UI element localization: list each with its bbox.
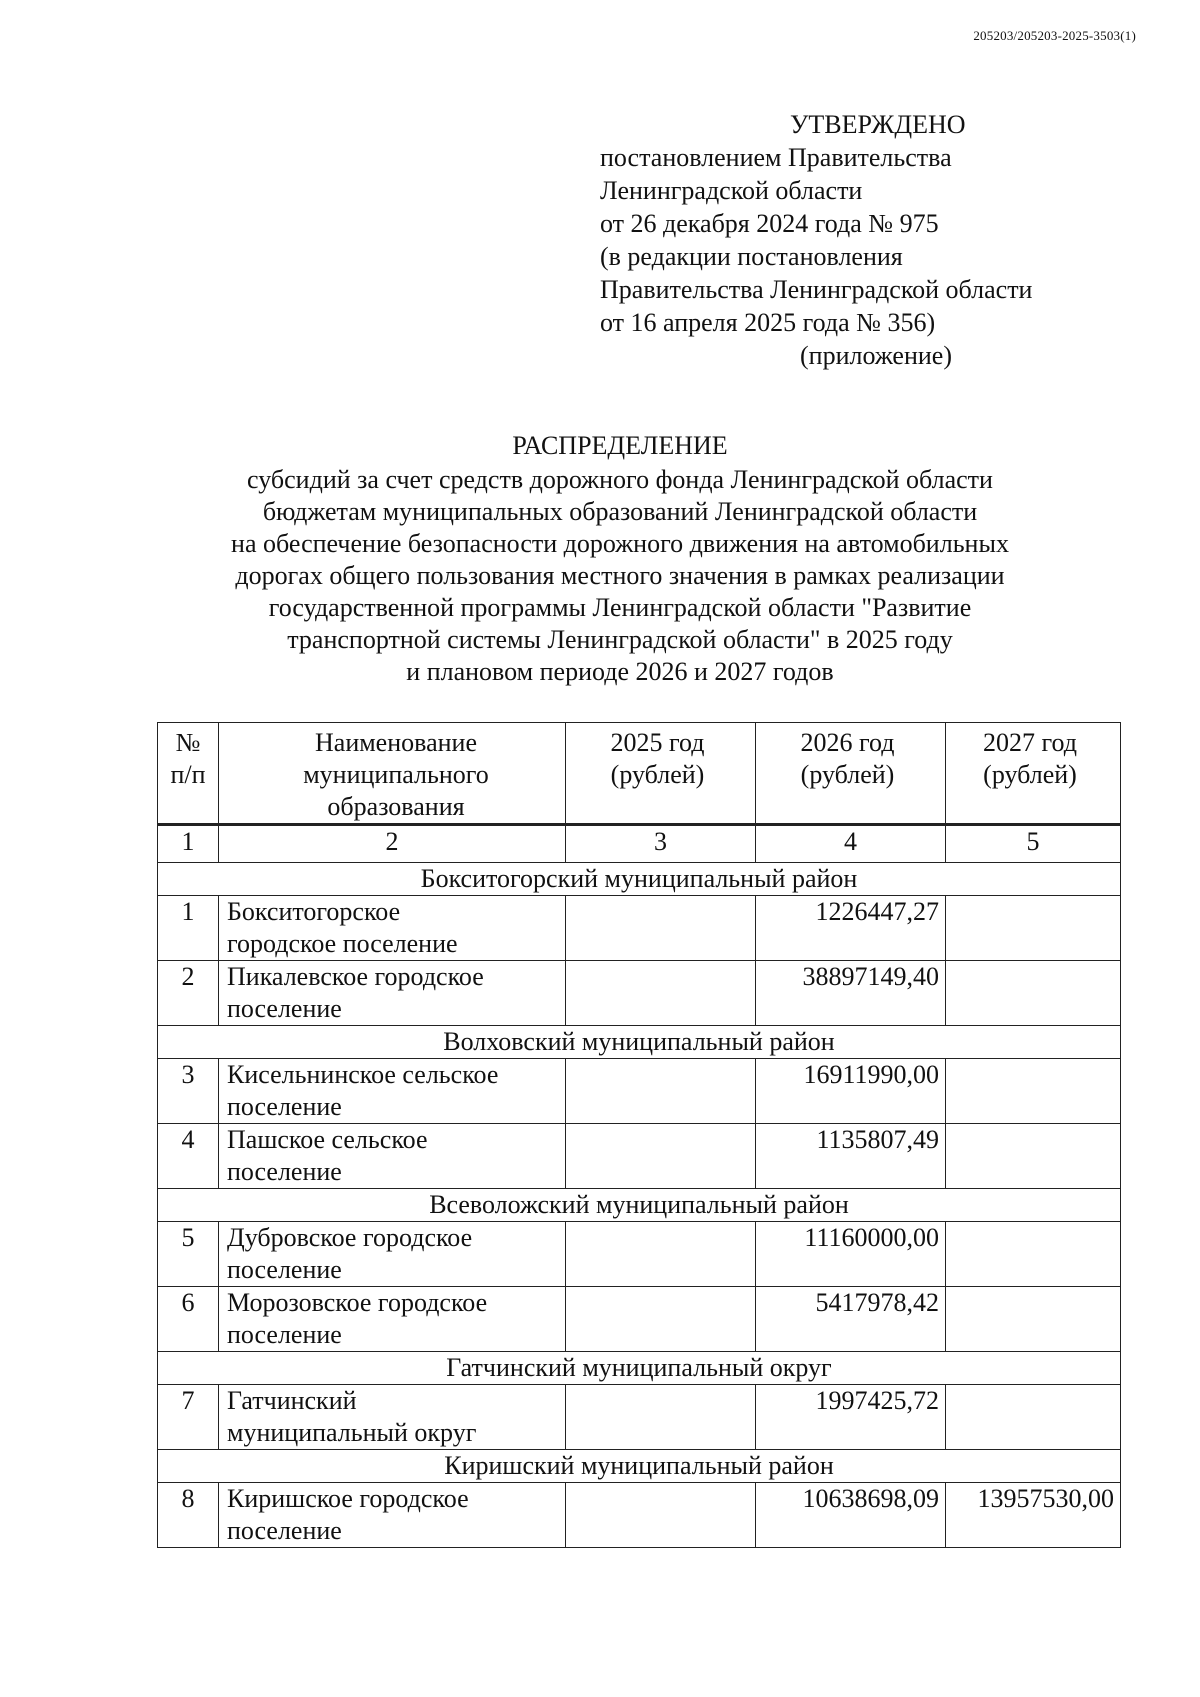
title-main: РАСПРЕДЕЛЕНИЕ <box>512 431 728 460</box>
municipality-name-line: поселение <box>227 1157 342 1186</box>
municipality-name-line: Киришское городское <box>227 1484 469 1513</box>
row-number: 7 <box>158 1385 219 1450</box>
row-number: 3 <box>158 1059 219 1124</box>
municipality-name <box>219 896 566 961</box>
approval-block <box>600 108 1120 372</box>
group-row <box>158 1026 1121 1059</box>
group-row <box>158 863 1121 896</box>
group-title: Бокситогорский муниципальный район <box>158 863 1121 896</box>
row-number: 5 <box>158 1222 219 1287</box>
table-row <box>158 1222 1121 1287</box>
municipality-name-line: городское поселение <box>227 929 458 958</box>
municipality-name <box>219 1124 566 1189</box>
document-title <box>140 430 1100 688</box>
group-title: Гатчинский муниципальный округ <box>158 1352 1121 1385</box>
header-text: (рублей) <box>610 760 705 789</box>
column-index: 5 <box>946 825 1121 863</box>
approval-line: Правительства Ленинградской области <box>600 275 1033 304</box>
header-num <box>158 723 219 825</box>
title-line: транспортной системы Ленинградской области" в 2025 году <box>287 625 953 654</box>
table-row <box>158 1124 1121 1189</box>
header-text: (рублей) <box>800 760 895 789</box>
amount-2025 <box>566 1059 756 1124</box>
title-line: дорогах общего пользования местного значения в рамках реализации <box>235 561 1005 590</box>
amount-2025 <box>566 896 756 961</box>
approval-appendix: (приложение) <box>800 341 953 370</box>
amount-2026: 38897149,40 <box>756 961 946 1026</box>
municipality-name-line: Дубровское городское <box>227 1223 473 1252</box>
header-2027 <box>946 723 1121 825</box>
municipality-name-line: Кисельнинское сельское <box>227 1060 499 1089</box>
group-title: Всеволожский муниципальный район <box>158 1189 1121 1222</box>
amount-2026: 1997425,72 <box>756 1385 946 1450</box>
amount-2026: 10638698,09 <box>756 1483 946 1548</box>
title-line: субсидий за счет средств дорожного фонда Ленинградской области <box>247 465 993 494</box>
title-line: бюджетам муниципальных образований Ленинградской области <box>262 497 978 526</box>
approval-line: (в редакции постановления <box>600 242 903 271</box>
table-row <box>158 1483 1121 1548</box>
row-number: 8 <box>158 1483 219 1548</box>
amount-2025 <box>566 961 756 1026</box>
municipality-name <box>219 1059 566 1124</box>
column-index: 3 <box>566 825 756 863</box>
municipality-name-line: поселение <box>227 1092 342 1121</box>
table-row <box>158 1287 1121 1352</box>
row-number: 6 <box>158 1287 219 1352</box>
header-2025 <box>566 723 756 825</box>
document-id: 205203/205203-2025-3503(1) <box>973 28 1136 43</box>
header-text: (рублей) <box>983 760 1077 789</box>
table-row <box>158 896 1121 961</box>
approval-line: от 26 декабря 2024 года № 975 <box>600 209 939 238</box>
municipality-name <box>219 1483 566 1548</box>
amount-2025 <box>566 1483 756 1548</box>
amount-2026: 1226447,27 <box>756 896 946 961</box>
header-text: муниципального <box>303 760 489 789</box>
header-text: образования <box>327 792 465 821</box>
table-row <box>158 1059 1121 1124</box>
title-line: на обеспечение безопасности дорожного движения на автомобильных <box>231 529 1009 558</box>
amount-2025 <box>566 1385 756 1450</box>
header-name <box>219 723 566 825</box>
header-text: п/п <box>170 760 206 789</box>
amount-2026: 1135807,49 <box>756 1124 946 1189</box>
amount-2027 <box>946 1059 1121 1124</box>
table-row <box>158 1385 1121 1450</box>
municipality-name-line: Гатчинский <box>227 1386 357 1415</box>
group-row <box>158 1352 1121 1385</box>
row-number: 4 <box>158 1124 219 1189</box>
approval-heading: УТВЕРЖДЕНО <box>790 110 966 139</box>
amount-2025 <box>566 1222 756 1287</box>
approval-line: от 16 апреля 2025 года № 356) <box>600 308 936 337</box>
row-number: 1 <box>158 896 219 961</box>
header-text: 2027 год <box>983 728 1077 757</box>
amount-2027 <box>946 961 1121 1026</box>
municipality-name-line: Бокситогорское <box>227 897 401 926</box>
municipality-name <box>219 1385 566 1450</box>
amount-2027 <box>946 1385 1121 1450</box>
municipality-name-line: Пашское сельское <box>227 1125 428 1154</box>
amount-2027 <box>946 1287 1121 1352</box>
amount-2026: 5417978,42 <box>756 1287 946 1352</box>
amount-2026: 16911990,00 <box>756 1059 946 1124</box>
column-index: 1 <box>158 825 219 863</box>
amount-2027 <box>946 1124 1121 1189</box>
municipality-name <box>219 1287 566 1352</box>
header-text: 2026 год <box>800 728 895 757</box>
table-header-row <box>158 723 1121 825</box>
group-row <box>158 1450 1121 1483</box>
municipality-name-line: муниципальный округ <box>227 1418 477 1447</box>
amount-2027 <box>946 896 1121 961</box>
column-index: 4 <box>756 825 946 863</box>
amount-2025 <box>566 1287 756 1352</box>
municipality-name <box>219 1222 566 1287</box>
municipality-name-line: поселение <box>227 1320 342 1349</box>
municipality-name <box>219 961 566 1026</box>
approval-line: Ленинградской области <box>600 176 863 205</box>
amount-2027: 13957530,00 <box>946 1483 1121 1548</box>
table-row <box>158 961 1121 1026</box>
column-index: 2 <box>219 825 566 863</box>
municipality-name-line: Морозовское городское <box>227 1288 488 1317</box>
header-text: № <box>175 728 201 757</box>
title-line: и плановом периоде 2026 и 2027 годов <box>406 657 834 686</box>
amount-2025 <box>566 1124 756 1189</box>
group-title: Волховский муниципальный район <box>158 1026 1121 1059</box>
header-2026 <box>756 723 946 825</box>
header-text: 2025 год <box>610 728 705 757</box>
group-title: Киришский муниципальный район <box>158 1450 1121 1483</box>
column-index-row <box>158 825 1121 863</box>
distribution-table <box>157 722 1121 1548</box>
title-line: государственной программы Ленинградской области "Развитие <box>268 593 972 622</box>
amount-2027 <box>946 1222 1121 1287</box>
header-text: Наименование <box>315 728 477 757</box>
municipality-name-line: поселение <box>227 994 342 1023</box>
municipality-name-line: Пикалевское городское <box>227 962 484 991</box>
approval-line: постановлением Правительства <box>600 143 952 172</box>
table-body <box>158 825 1121 1548</box>
municipality-name-line: поселение <box>227 1516 342 1545</box>
amount-2026: 11160000,00 <box>756 1222 946 1287</box>
municipality-name-line: поселение <box>227 1255 342 1284</box>
row-number: 2 <box>158 961 219 1026</box>
group-row <box>158 1189 1121 1222</box>
